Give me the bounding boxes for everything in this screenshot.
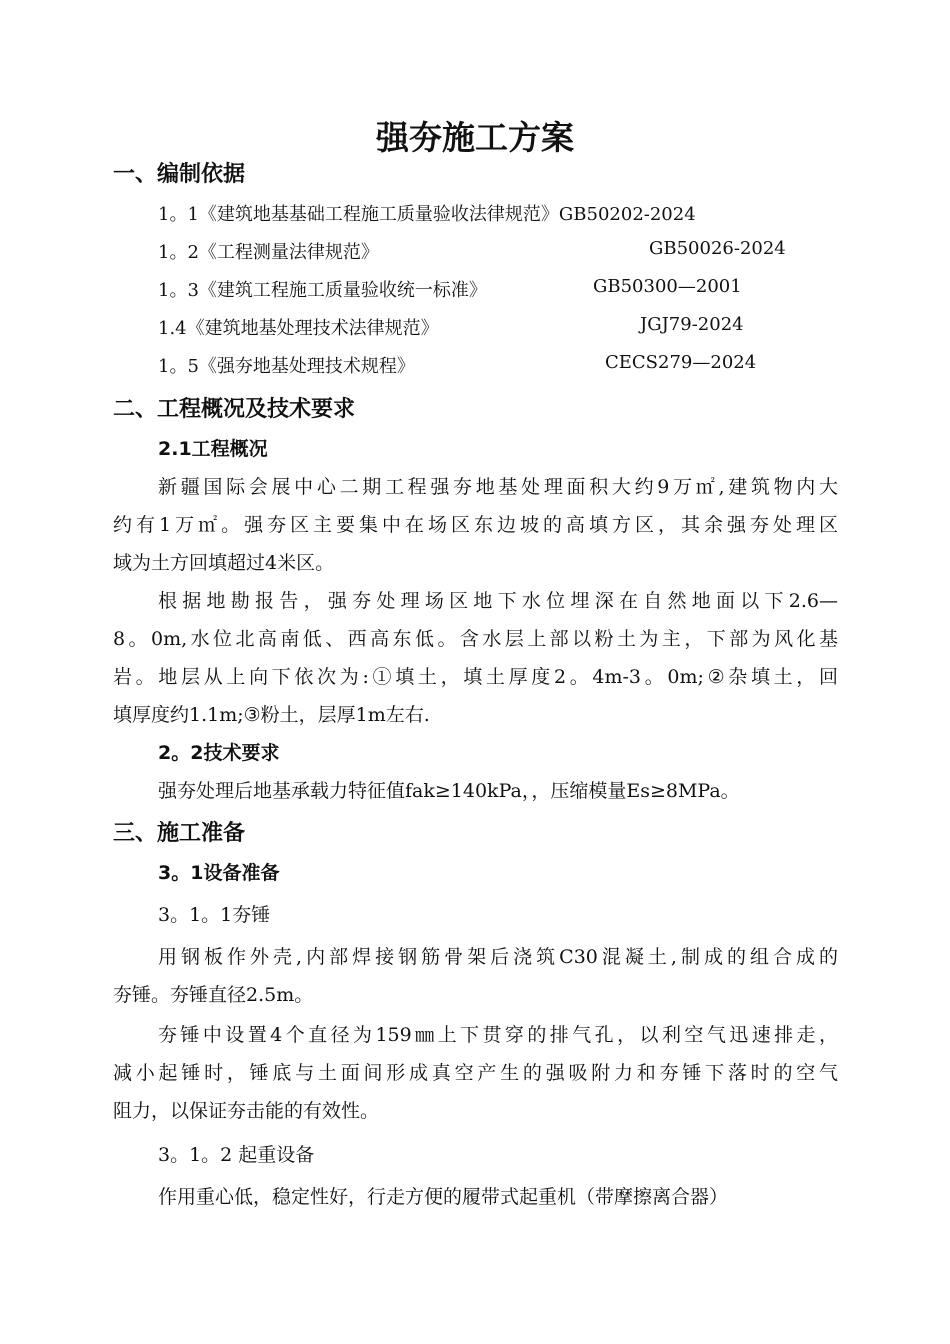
reference-standard: GB50202-2024 [558, 204, 696, 225]
reference-item [158, 238, 858, 264]
reference-name: 《建筑地基基础工程施工质量验收法律规范》 [198, 204, 559, 225]
reference-name: 《建筑工程施工质量验收统一标准》 [198, 280, 487, 301]
reference-item [158, 352, 858, 378]
paragraph-line: 填厚度约1.1m;③粉土，层厚1m左右. [113, 704, 430, 726]
reference-number: 1。5 [158, 356, 199, 377]
reference-number: 1.4 [158, 318, 187, 339]
document-title: 强夯施工方案 [376, 118, 574, 157]
reference-number: 1。2 [158, 242, 199, 263]
reference-standard: GB50300—2001 [593, 276, 742, 297]
paragraph-line: 域为土方回填超过4米区。 [113, 552, 335, 574]
reference-standard: CECS279—2024 [605, 352, 757, 373]
paragraph-line: 8。0m,水位北高南低、西高东低。含水层上部以粉土为主，下部为风化基 [113, 628, 838, 650]
reference-standard: GB50026-2024 [649, 238, 786, 259]
paragraph-line: 阻力，以保证夯击能的有效性。 [113, 1100, 380, 1122]
reference-number: 1。1 [158, 204, 199, 225]
reference-number: 1。3 [158, 280, 199, 301]
paragraph-line: 强夯处理后地基承载力特征值fak≥140kPa，，压缩模量Es≥8MPa。 [158, 780, 740, 802]
paragraph-line: 约有1万㎡。强夯区主要集中在场区东边坡的高填方区，其余强夯处理区 [113, 514, 838, 536]
paragraph-line: 新疆国际会展中心二期工程强夯地基处理面积大约9万㎡,建筑物内大 [158, 476, 838, 498]
subheading-rammer: 3。1。1夯锤 [158, 904, 271, 926]
paragraph-line: 岩。地层从上向下依次为:①填土，填土厚度2。4m-3。0m;②杂填土，回 [113, 666, 838, 688]
paragraph-line: 作用重心低，稳定性好，行走方便的履带式起重机（带摩擦离合器） [158, 1186, 729, 1208]
reference-item [158, 200, 858, 226]
subheading-equipment: 3。1设备准备 [158, 862, 280, 884]
reference-standard: JGJ79-2024 [640, 314, 744, 335]
reference-name: 《强夯地基处理技术规程》 [198, 356, 415, 377]
section-heading-preparation: 三、施工准备 [113, 821, 246, 846]
subheading-technical-requirements: 2。2技术要求 [158, 742, 280, 764]
paragraph-line: 根据地勘报告，强夯处理场区地下水位埋深在自然地面以下2.6— [158, 590, 838, 612]
reference-item [158, 276, 858, 302]
section-heading-basis: 一、编制依据 [113, 162, 246, 187]
subheading-lifting-equipment: 3。1。2 起重设备 [158, 1144, 315, 1166]
subheading-project-overview: 2.1工程概况 [158, 438, 268, 460]
reference-item [158, 314, 858, 340]
paragraph-line: 夯锤中设置4个直径为159㎜上下贯穿的排气孔，以利空气迅速排走， [158, 1024, 838, 1046]
reference-name: 《建筑地基处理技术法律规范》 [186, 318, 439, 339]
paragraph-line: 减小起锤时，锤底与土面间形成真空产生的强吸附力和夯锤下落时的空气 [113, 1062, 838, 1084]
paragraph-line: 夯锤。夯锤直径2.5m。 [113, 984, 314, 1006]
section-heading-overview: 二、工程概况及技术要求 [113, 397, 356, 422]
paragraph-line: 用钢板作外壳,内部焊接钢筋骨架后浇筑C30混凝土,制成的组合成的 [158, 946, 838, 968]
reference-name: 《工程测量法律规范》 [198, 242, 379, 263]
